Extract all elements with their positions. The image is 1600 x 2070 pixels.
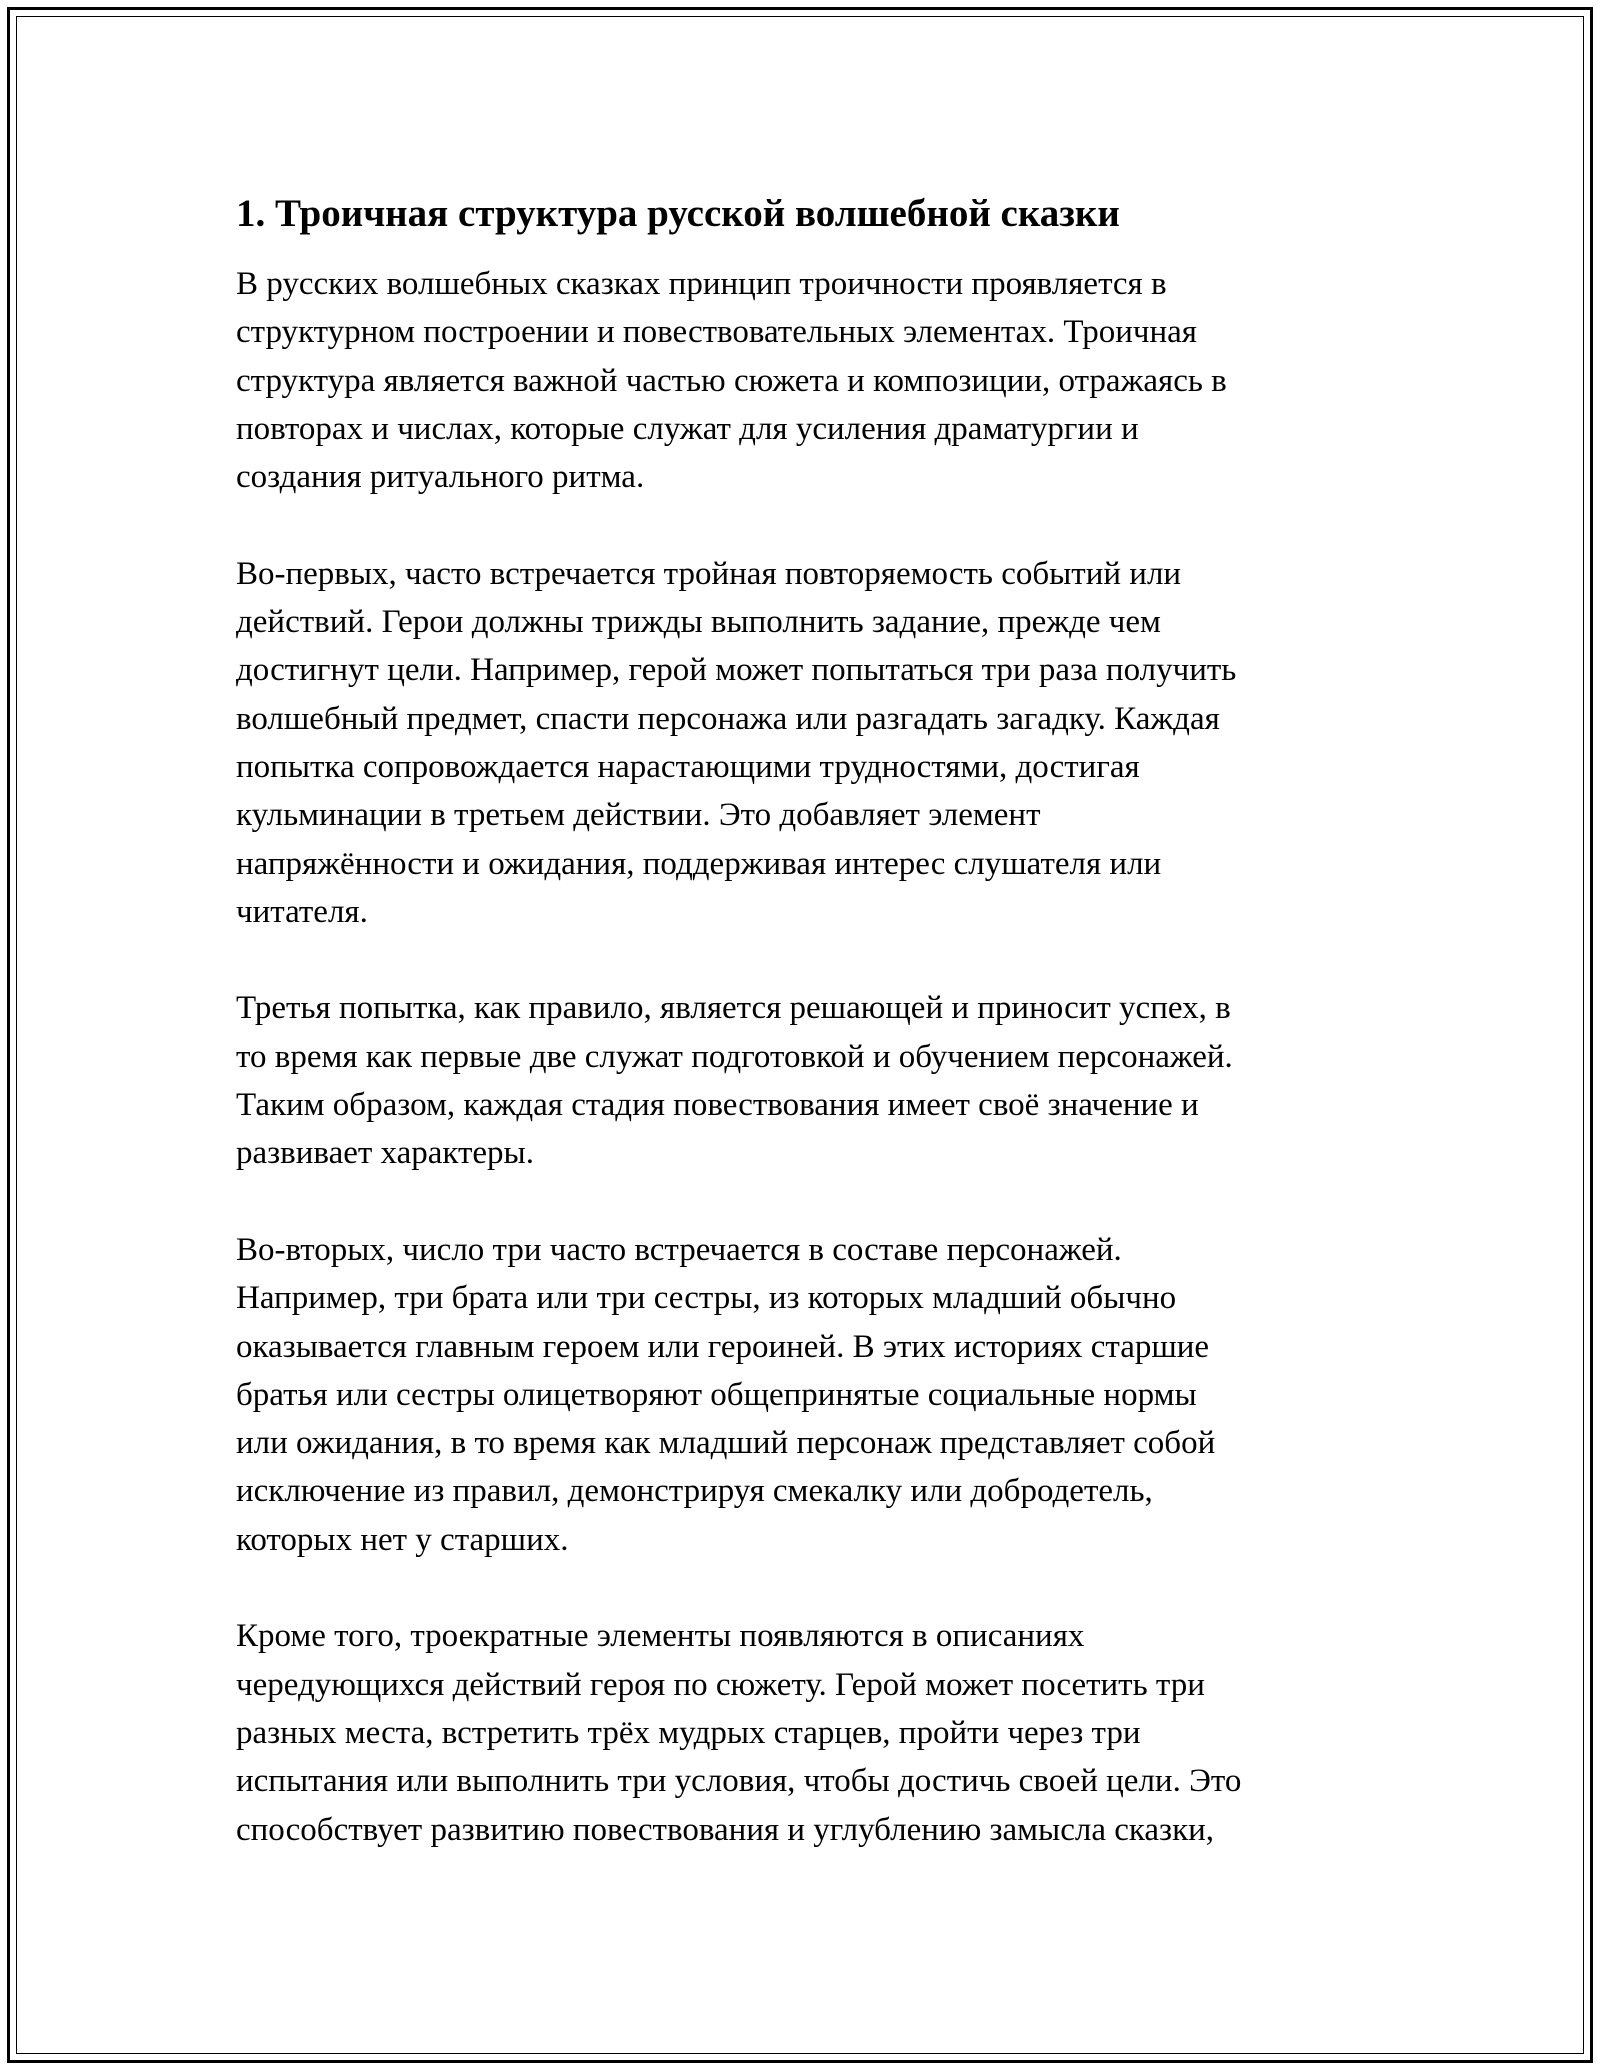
text-line: братья или сестры олицетворяют общепринятые социальные нормы: [236, 1376, 1197, 1413]
text-line: напряжённости и ожидания, поддерживая интерес слушателя или: [236, 845, 1162, 882]
text-line: В русских волшебных сказках принцип троичности проявляется в: [236, 266, 1167, 302]
paragraph-4: [236, 1226, 1376, 1564]
paragraph-3: [236, 984, 1376, 1177]
paragraph-2: [236, 550, 1376, 936]
text-line: Во-первых, часто встречается тройная повторяемость событий или: [236, 555, 1182, 592]
text-line: оказывается главным героем или героиней. В этих историях старшие: [236, 1328, 1210, 1365]
text-line: структура является важной частью сюжета и композиции, отражаясь в: [236, 362, 1227, 399]
text-line: повторах и числах, которые служат для усиления драматургии и: [236, 410, 1139, 447]
text-line: достигнут цели. Например, герой может попытаться три раза получить: [236, 652, 1237, 689]
text-line: попытка сопровождается нарастающими трудностями, достигая: [236, 748, 1140, 785]
paragraph-1: [236, 260, 1376, 501]
text-line: Например, три брата или три сестры, из которых младший обычно: [236, 1280, 1177, 1317]
text-line: исключение из правил, демонстрируя смекалку или добродетель,: [236, 1473, 1153, 1510]
text-line: Во-вторых, число три часто встречается в составе персонажей.: [236, 1231, 1122, 1268]
text-line: структурном построении и повествовательных элементах. Троичная: [236, 314, 1197, 351]
text-line: развивает характеры.: [236, 1135, 534, 1172]
section-heading: 1. Троичная структура русской волшебной сказки: [236, 192, 1120, 235]
text-line: способствует развитию повествования и углублению замысла сказки,: [236, 1811, 1215, 1848]
text-line: кульминации в третьем действии. Это добавляет элемент: [236, 797, 1041, 834]
text-line: чередующихся действий героя по сюжету. Герой может посетить три: [236, 1666, 1205, 1703]
text-line: волшебный предмет, спасти персонажа или разгадать загадку. Каждая: [236, 700, 1220, 737]
paragraph-5: [236, 1612, 1376, 1853]
text-line: испытания или выполнить три условия, чтобы достичь своей цели. Это: [236, 1763, 1242, 1800]
text-line: действий. Герои должны трижды выполнить задание, прежде чем: [236, 604, 1161, 641]
text-line: Третья попытка, как правило, является решающей и приносит успех, в: [236, 990, 1231, 1027]
text-line: создания ритуального ритма.: [236, 459, 645, 496]
text-line: которых нет у старших.: [236, 1521, 569, 1558]
document-body: [236, 186, 1376, 1902]
text-line: Таким образом, каждая стадия повествования имеет своё значение и: [236, 1087, 1199, 1124]
text-line: или ожидания, в то время как младший персонаж представляет собой: [236, 1425, 1216, 1462]
text-line: разных места, встретить трёх мудрых старцев, пройти через три: [236, 1714, 1141, 1751]
text-line: Кроме того, троекратные элементы появляются в описаниях: [236, 1618, 1085, 1655]
text-line: то время как первые две служат подготовкой и обучением персонажей.: [236, 1038, 1233, 1075]
text-line: читателя.: [236, 893, 368, 930]
